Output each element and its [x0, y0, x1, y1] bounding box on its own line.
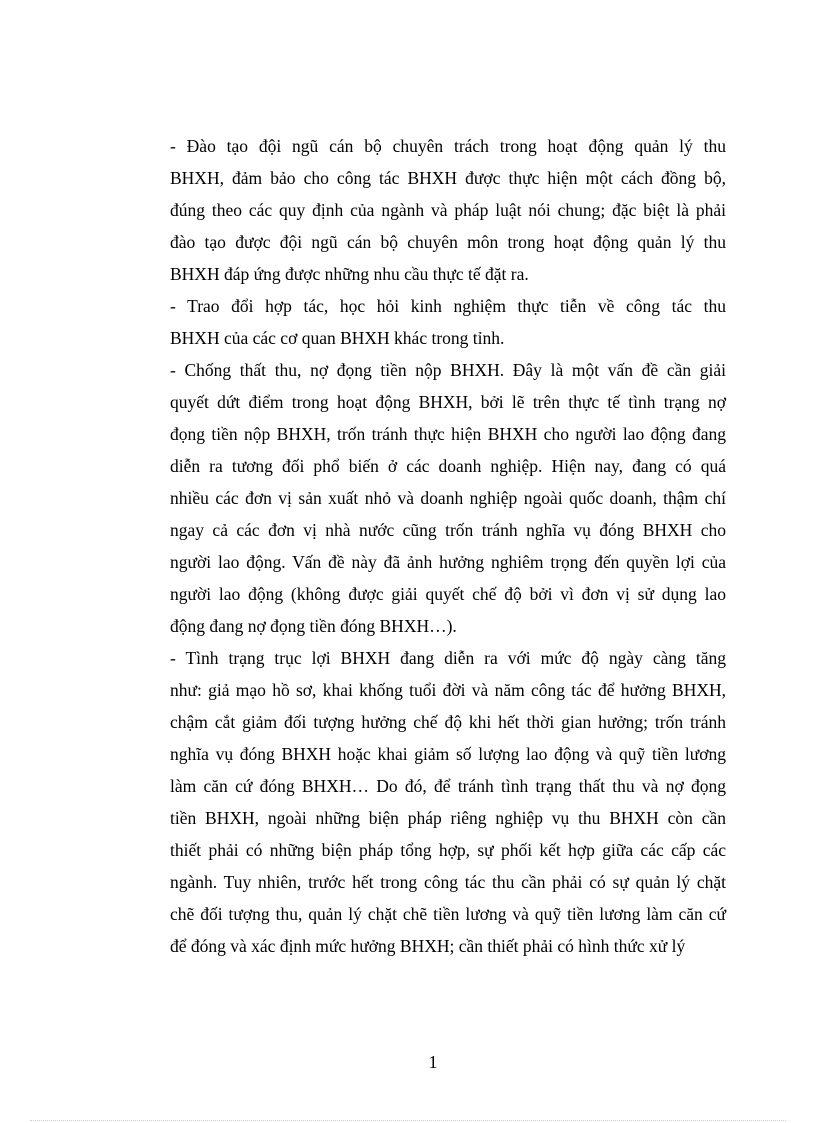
paragraph-line: đọng tiền nộp BHXH, trốn tránh thực hiện BHXH cho người lao động đang — [170, 424, 726, 444]
paragraph-first-line: - Tình trạng trục lợi BHXH đang diễn ra với mức độ ngày càng tăng — [170, 648, 726, 668]
paragraph — [170, 354, 726, 642]
page-bottom-divider — [30, 1120, 786, 1121]
paragraph-line: BHXH của các cơ quan BHXH khác trong tỉnh. — [170, 328, 505, 348]
paragraph-line: ngay cả các đơn vị nhà nước cũng trốn tránh nghĩa vụ đóng BHXH cho — [170, 520, 726, 540]
paragraph — [170, 290, 726, 354]
page-number: 1 — [428, 1052, 438, 1072]
paragraph-line: chẽ đối tượng thu, quản lý chặt chẽ tiền lương và quỹ tiền lương làm căn cứ — [170, 904, 726, 924]
paragraph — [170, 130, 726, 290]
paragraph-line: BHXH, đảm bảo cho công tác BHXH được thực hiện một cách đồng bộ, — [170, 168, 726, 188]
document-body — [170, 130, 726, 962]
paragraph-line: chậm cắt giảm đối tượng hưởng chế độ khi hết thời gian hưởng; trốn tránh — [170, 712, 726, 732]
paragraph-line: quyết dứt điểm trong hoạt động BHXH, bởi lẽ trên thực tế tình trạng nợ — [170, 392, 726, 412]
paragraph-line: người lao động (không được giải quyết chế độ bởi vì đơn vị sử dụng lao — [170, 584, 726, 604]
paragraph-line: diễn ra tương đối phổ biến ở các doanh nghiệp. Hiện nay, đang có quá — [170, 456, 726, 476]
paragraph-line: làm căn cứ đóng BHXH… Do đó, để tránh tình trạng thất thu và nợ đọng — [170, 776, 726, 796]
paragraph-line: đúng theo các quy định của ngành và pháp luật nói chung; đặc biệt là phải — [170, 200, 726, 220]
paragraph-first-line: - Trao đổi hợp tác, học hỏi kinh nghiệm thực tiễn về công tác thu — [170, 296, 726, 316]
paragraph-first-line: - Chống thất thu, nợ đọng tiền nộp BHXH. Đây là một vấn đề cần giải — [170, 360, 726, 380]
paragraph-line: ngành. Tuy nhiên, trước hết trong công tác thu cần phải có sự quản lý chặt — [170, 872, 726, 892]
paragraph-line: để đóng và xác định mức hưởng BHXH; cần thiết phải có hình thức xử lý — [170, 936, 686, 956]
paragraph-line: tiền BHXH, ngoài những biện pháp riêng nghiệp vụ thu BHXH còn cần — [170, 808, 726, 828]
paragraph-line: nghĩa vụ đóng BHXH hoặc khai giảm số lượng lao động và quỹ tiền lương — [170, 744, 726, 764]
paragraph — [170, 642, 726, 962]
paragraph-line: người lao động. Vấn đề này đã ảnh hưởng nghiêm trọng đến quyền lợi của — [170, 552, 726, 572]
paragraph-line: đào tạo được đội ngũ cán bộ chuyên môn trong hoạt động quản lý thu — [170, 232, 726, 252]
paragraph-line: BHXH đáp ứng được những nhu cầu thực tế đặt ra. — [170, 264, 529, 284]
paragraph-line: động đang nợ đọng tiền đóng BHXH…). — [170, 616, 457, 636]
paragraph-line: như: giả mạo hồ sơ, khai khống tuổi đời và năm công tác để hưởng BHXH, — [170, 680, 726, 700]
paragraph-line: thiết phải có những biện pháp tổng hợp, sự phối kết hợp giữa các cấp các — [170, 840, 726, 860]
paragraph-line: nhiều các đơn vị sản xuất nhỏ và doanh nghiệp ngoài quốc doanh, thậm chí — [170, 488, 726, 508]
paragraph-first-line: - Đào tạo đội ngũ cán bộ chuyên trách trong hoạt động quản lý thu — [170, 136, 726, 156]
